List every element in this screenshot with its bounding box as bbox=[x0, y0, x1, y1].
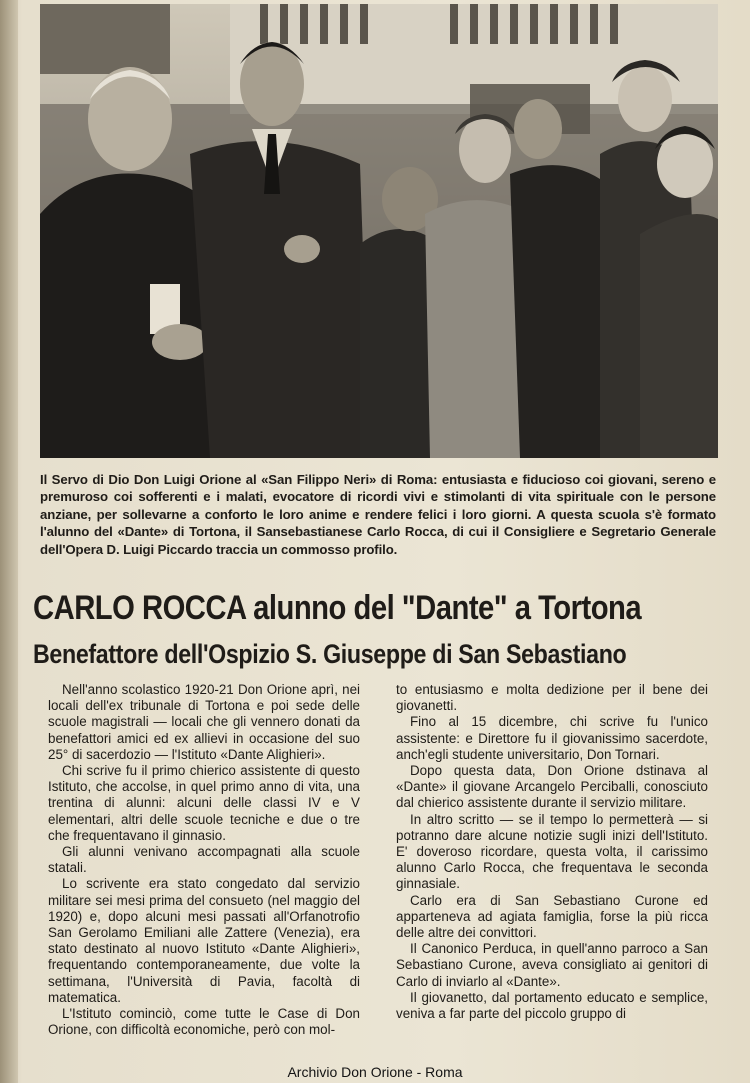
article-paragraph: Lo scrivente era stato congedato dal servizio militare sei mesi prima del consueto (nel maggio del 1920) e, dopo alcuni mesi passati all'Orfanotrofio San Gerolamo Emiliani alle Zattere (Venezia), era stato destinato al nuovo Istituto «Dante Alighieri», frequentando contemporaneamente, due volte la settimana, l'Università di Pavia, facoltà di matematica. bbox=[48, 876, 360, 1005]
article-paragraph: Dopo questa data, Don Orione dstinava al «Dante» il giovane Arcangelo Perciballi, conosciuto dal chierico assistente durante il servizio militare. bbox=[396, 763, 708, 811]
historical-photo bbox=[40, 4, 718, 458]
article-subheadline: Benefattore dell'Ospizio S. Giuseppe di San Sebastiano bbox=[33, 639, 627, 669]
article-paragraph: In altro scritto — se il tempo lo permetterà — si potranno dare alcune notizie sugli inizi dell'Istituto. E' doveroso ricordare, questa volta, il carissimo alunno Carlo Rocca, che frequentava le seconda ginnasiale. bbox=[396, 811, 708, 892]
photo-caption: Il Servo di Dio Don Luigi Orione al «San Filippo Neri» di Roma: entusiasta e fiducioso coi giovani, sereno e premuroso coi sofferenti e i malati, evocatore di ricordi vivi e stimolanti di vita spirituale con le persone anziane, per sollevarne a conforto le loro anime e rendere felici i loro giorni. A questa scuola s'è formato l'alunno del «Dante» di Tortona, il Sansebastianese Carlo Rocca, di cui il Consigliere e Segretario Generale dell'Opera D. Luigi Piccardo traccia un commosso profilo. bbox=[40, 472, 716, 557]
article-paragraph: Chi scrive fu il primo chierico assistente di questo Istituto, che accolse, in quel primo anno di vita, una trentina di alunni: alcuni delle classi IV e V elementari, altri delle scuole tecniche e due o tre che frequentavano il ginnasio. bbox=[48, 763, 360, 843]
article-paragraph: L'Istituto cominciò, come tutte le Case di Don Orione, con difficoltà economiche, però con mol- bbox=[48, 1006, 360, 1038]
article-column-left bbox=[48, 682, 360, 1038]
article-paragraph: Il Canonico Perduca, in quell'anno parroco a San Sebastiano Curone, aveva consigliato ai genitori di Carlo di inviarlo al «Dante». bbox=[396, 941, 708, 989]
article-column-right bbox=[396, 682, 708, 1022]
article-paragraph: Nell'anno scolastico 1920-21 Don Orione aprì, nei locali dell'ex tribunale di Tortona e poi sede delle scuole magistrali — locali che gli vennero donati da benefattori amici ed ex allievi in occasione del suo 25° di sacerdozio — l'Istituto «Dante Alighieri». bbox=[48, 682, 360, 762]
article-paragraph: Carlo era di San Sebastiano Curone ed apparteneva ad agiata famiglia, forse la più ricca delle altre dei convittori. bbox=[396, 892, 708, 941]
article-paragraph: Gli alunni venivano accompagnati alla scuole statali. bbox=[48, 844, 360, 876]
binding-gutter bbox=[0, 0, 18, 1083]
article-headline: CARLO ROCCA alunno del "Dante" a Tortona bbox=[33, 589, 642, 627]
article-paragraph: Il giovanetto, dal portamento educato e semplice, veniva a far parte del piccolo gruppo di bbox=[396, 989, 708, 1022]
article-paragraph: to entusiasmo e molta dedizione per il bene dei giovanetti. bbox=[396, 682, 708, 714]
article-paragraph: Fino al 15 dicembre, chi scrive fu l'unico assistente: e Direttore fu il giovanissimo sacerdote, anch'egli studente universitario, Don Tornari. bbox=[396, 714, 708, 762]
archive-footer: Archivio Don Orione - Roma bbox=[287, 1064, 463, 1080]
